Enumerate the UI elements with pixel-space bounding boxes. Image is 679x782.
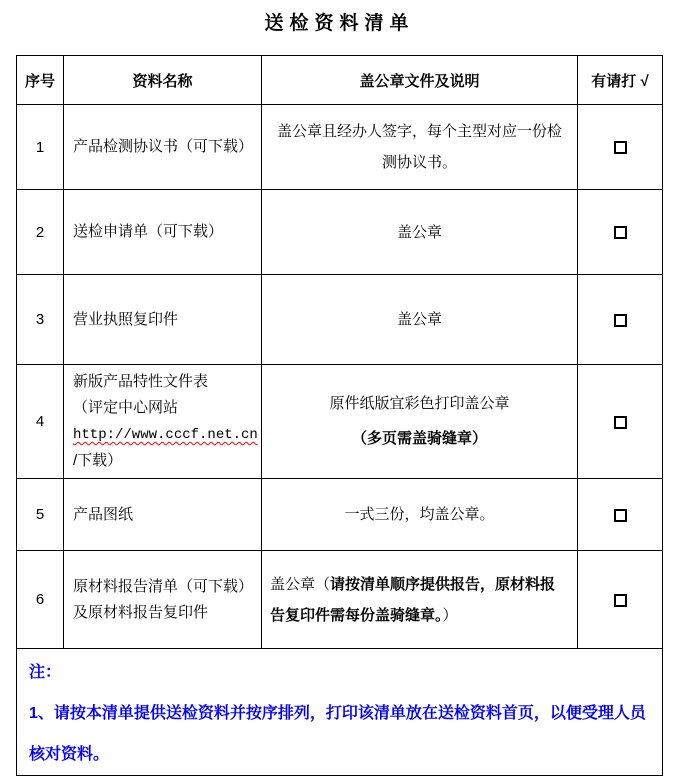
material-name: 产品图纸 xyxy=(64,479,262,551)
notes-row xyxy=(17,649,663,776)
header-desc: 盖公章文件及说明 xyxy=(262,56,578,105)
row-number: 2 xyxy=(17,190,64,275)
checkbox-icon[interactable] xyxy=(614,226,627,239)
material-name: 产品检测协议书（可下载） xyxy=(64,105,262,190)
table-row xyxy=(17,105,663,190)
seal-description-note: （多页需盖骑缝章） xyxy=(351,430,487,447)
material-name-line: 新版产品特性文件表 xyxy=(73,373,209,390)
seal-description: 盖公章 xyxy=(262,275,578,365)
row-number: 1 xyxy=(17,105,64,190)
table-row xyxy=(17,365,663,479)
seal-description: 一式三份，均盖公章。 xyxy=(262,479,578,551)
notes-label: 注： xyxy=(29,664,62,681)
material-name-line: （评定中心网站 xyxy=(73,399,179,416)
seal-description-emphasis: 请按清单顺序提供报告，原材料报告复印件需每份盖骑缝章。 xyxy=(270,575,556,624)
header-check: 有请打 √ xyxy=(578,56,663,105)
checkbox-icon[interactable] xyxy=(614,314,627,327)
table-row xyxy=(17,275,663,365)
material-name: 送检申请单（可下载） xyxy=(64,190,262,275)
note-item: 1、请按本清单提供送检资料并按序排列，打印该清单放在送检资料首页，以便受理人员核对资料。 xyxy=(29,705,646,763)
notes-section xyxy=(17,649,663,776)
table-row xyxy=(17,551,663,649)
checkbox-icon[interactable] xyxy=(614,594,627,607)
material-name-line: /下载） xyxy=(73,452,123,469)
checkbox-icon[interactable] xyxy=(614,141,627,154)
header-name: 资料名称 xyxy=(64,56,262,105)
material-name: 原材料报告清单（可下载）及原材料报告复印件 xyxy=(64,551,262,649)
table-row xyxy=(17,190,663,275)
table-row xyxy=(17,479,663,551)
seal-description-prefix: 盖公章（ xyxy=(270,575,331,593)
row-number: 6 xyxy=(17,551,64,649)
seal-description-suffix: ） xyxy=(442,606,458,624)
seal-description xyxy=(262,551,578,649)
checklist-table xyxy=(16,55,663,776)
material-name: 营业执照复印件 xyxy=(64,275,262,365)
row-number: 3 xyxy=(17,275,64,365)
material-name xyxy=(64,365,262,479)
seal-description: 盖公章且经办人签字，每个主型对应一份检测协议书。 xyxy=(262,105,578,190)
header-no: 序号 xyxy=(17,56,64,105)
checkbox-icon[interactable] xyxy=(614,416,627,429)
table-header-row xyxy=(17,56,663,105)
seal-description-line: 原件纸版宜彩色打印盖公章 xyxy=(329,395,510,412)
seal-description xyxy=(262,365,578,479)
download-url: http://www.cccf.net.cn xyxy=(73,427,258,443)
seal-description: 盖公章 xyxy=(262,190,578,275)
row-number: 4 xyxy=(17,365,64,479)
row-number: 5 xyxy=(17,479,64,551)
page-title: 送检资料清单 xyxy=(264,13,415,34)
checkbox-icon[interactable] xyxy=(614,509,627,522)
